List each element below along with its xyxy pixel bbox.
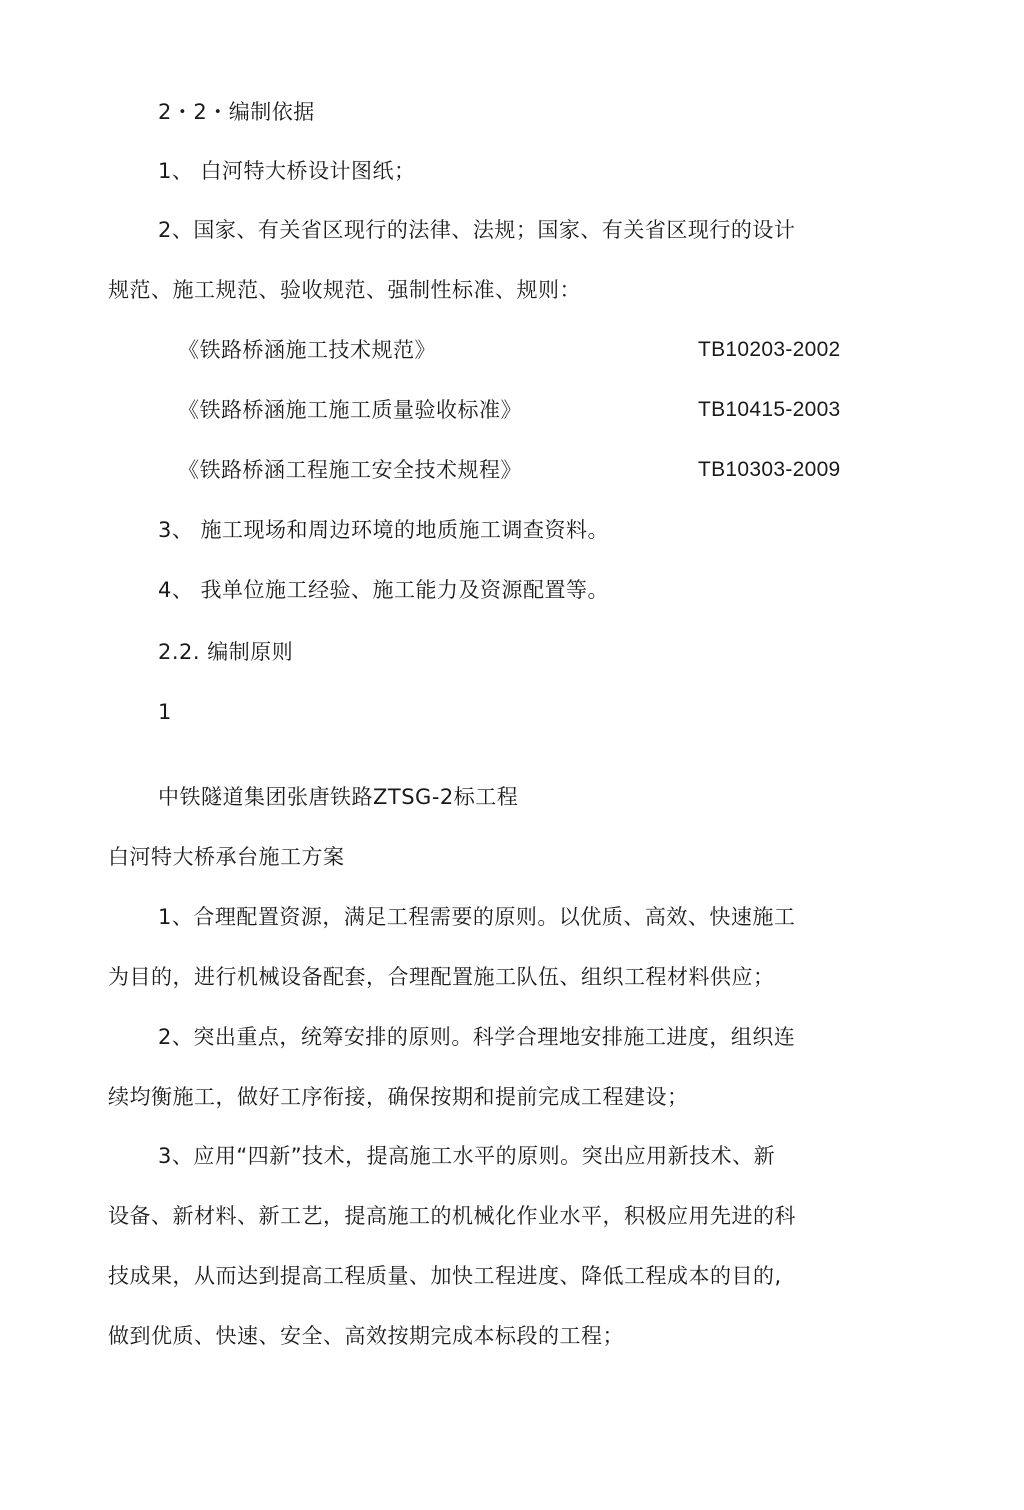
- basis-item-2-line-1: 2、国家、有关省区现行的法律、法规；国家、有关省区现行的设计: [158, 218, 796, 242]
- standard-title-1: 《铁路桥涵施工技术规范》: [178, 338, 436, 362]
- principle-1-line-2: 为目的，进行机械设备配套，合理配置施工队伍、组织工程材料供应；: [108, 965, 775, 989]
- page-number: 1: [158, 700, 172, 724]
- principle-3-line-2: 设备、新材料、新工艺，提高施工的机械化作业水平，积极应用先进的科: [108, 1204, 796, 1228]
- principle-3-line-3: 技成果，从而达到提高工程质量、加快工程进度、降低工程成本的目的,: [108, 1264, 782, 1288]
- principle-3-line-4: 做到优质、快速、安全、高效按期完成本标段的工程；: [108, 1324, 624, 1348]
- page-header-doc-title: 白河特大桥承台施工方案: [108, 845, 345, 869]
- basis-item-2-line-2: 规范、施工规范、验收规范、强制性标准、规则：: [108, 278, 581, 302]
- principle-2-line-1: 2、突出重点，统筹安排的原则。科学合理地安排施工进度，组织连: [158, 1025, 796, 1049]
- basis-item-3: 3、 施工现场和周边环境的地质施工调查资料。: [158, 518, 610, 542]
- section-heading-basis: 2・2・编制依据: [158, 100, 315, 124]
- standard-title-2: 《铁路桥涵施工施工质量验收标准》: [178, 398, 522, 422]
- standard-code-1: TB10203-2002: [698, 338, 841, 361]
- standard-code-2: TB10415-2003: [698, 398, 841, 421]
- principle-2-line-2: 续均衡施工，做好工序衔接，确保按期和提前完成工程建设；: [108, 1085, 689, 1109]
- standard-title-3: 《铁路桥涵工程施工安全技术规程》: [178, 458, 522, 482]
- section-heading-principle: 2.2. 编制原则: [158, 640, 294, 664]
- basis-item-1: 1、 白河特大桥设计图纸；: [158, 159, 416, 183]
- page-header-project: 中铁隧道集团张唐铁路ZTSG-2标工程: [158, 785, 519, 809]
- basis-item-4: 4、 我单位施工经验、施工能力及资源配置等。: [158, 578, 610, 602]
- principle-3-line-1: 3、应用“四新”技术，提高施工水平的原则。突出应用新技术、新: [158, 1144, 776, 1168]
- standard-code-3: TB10303-2009: [698, 458, 841, 481]
- principle-1-line-1: 1、合理配置资源，满足工程需要的原则。以优质、高效、快速施工: [158, 905, 796, 929]
